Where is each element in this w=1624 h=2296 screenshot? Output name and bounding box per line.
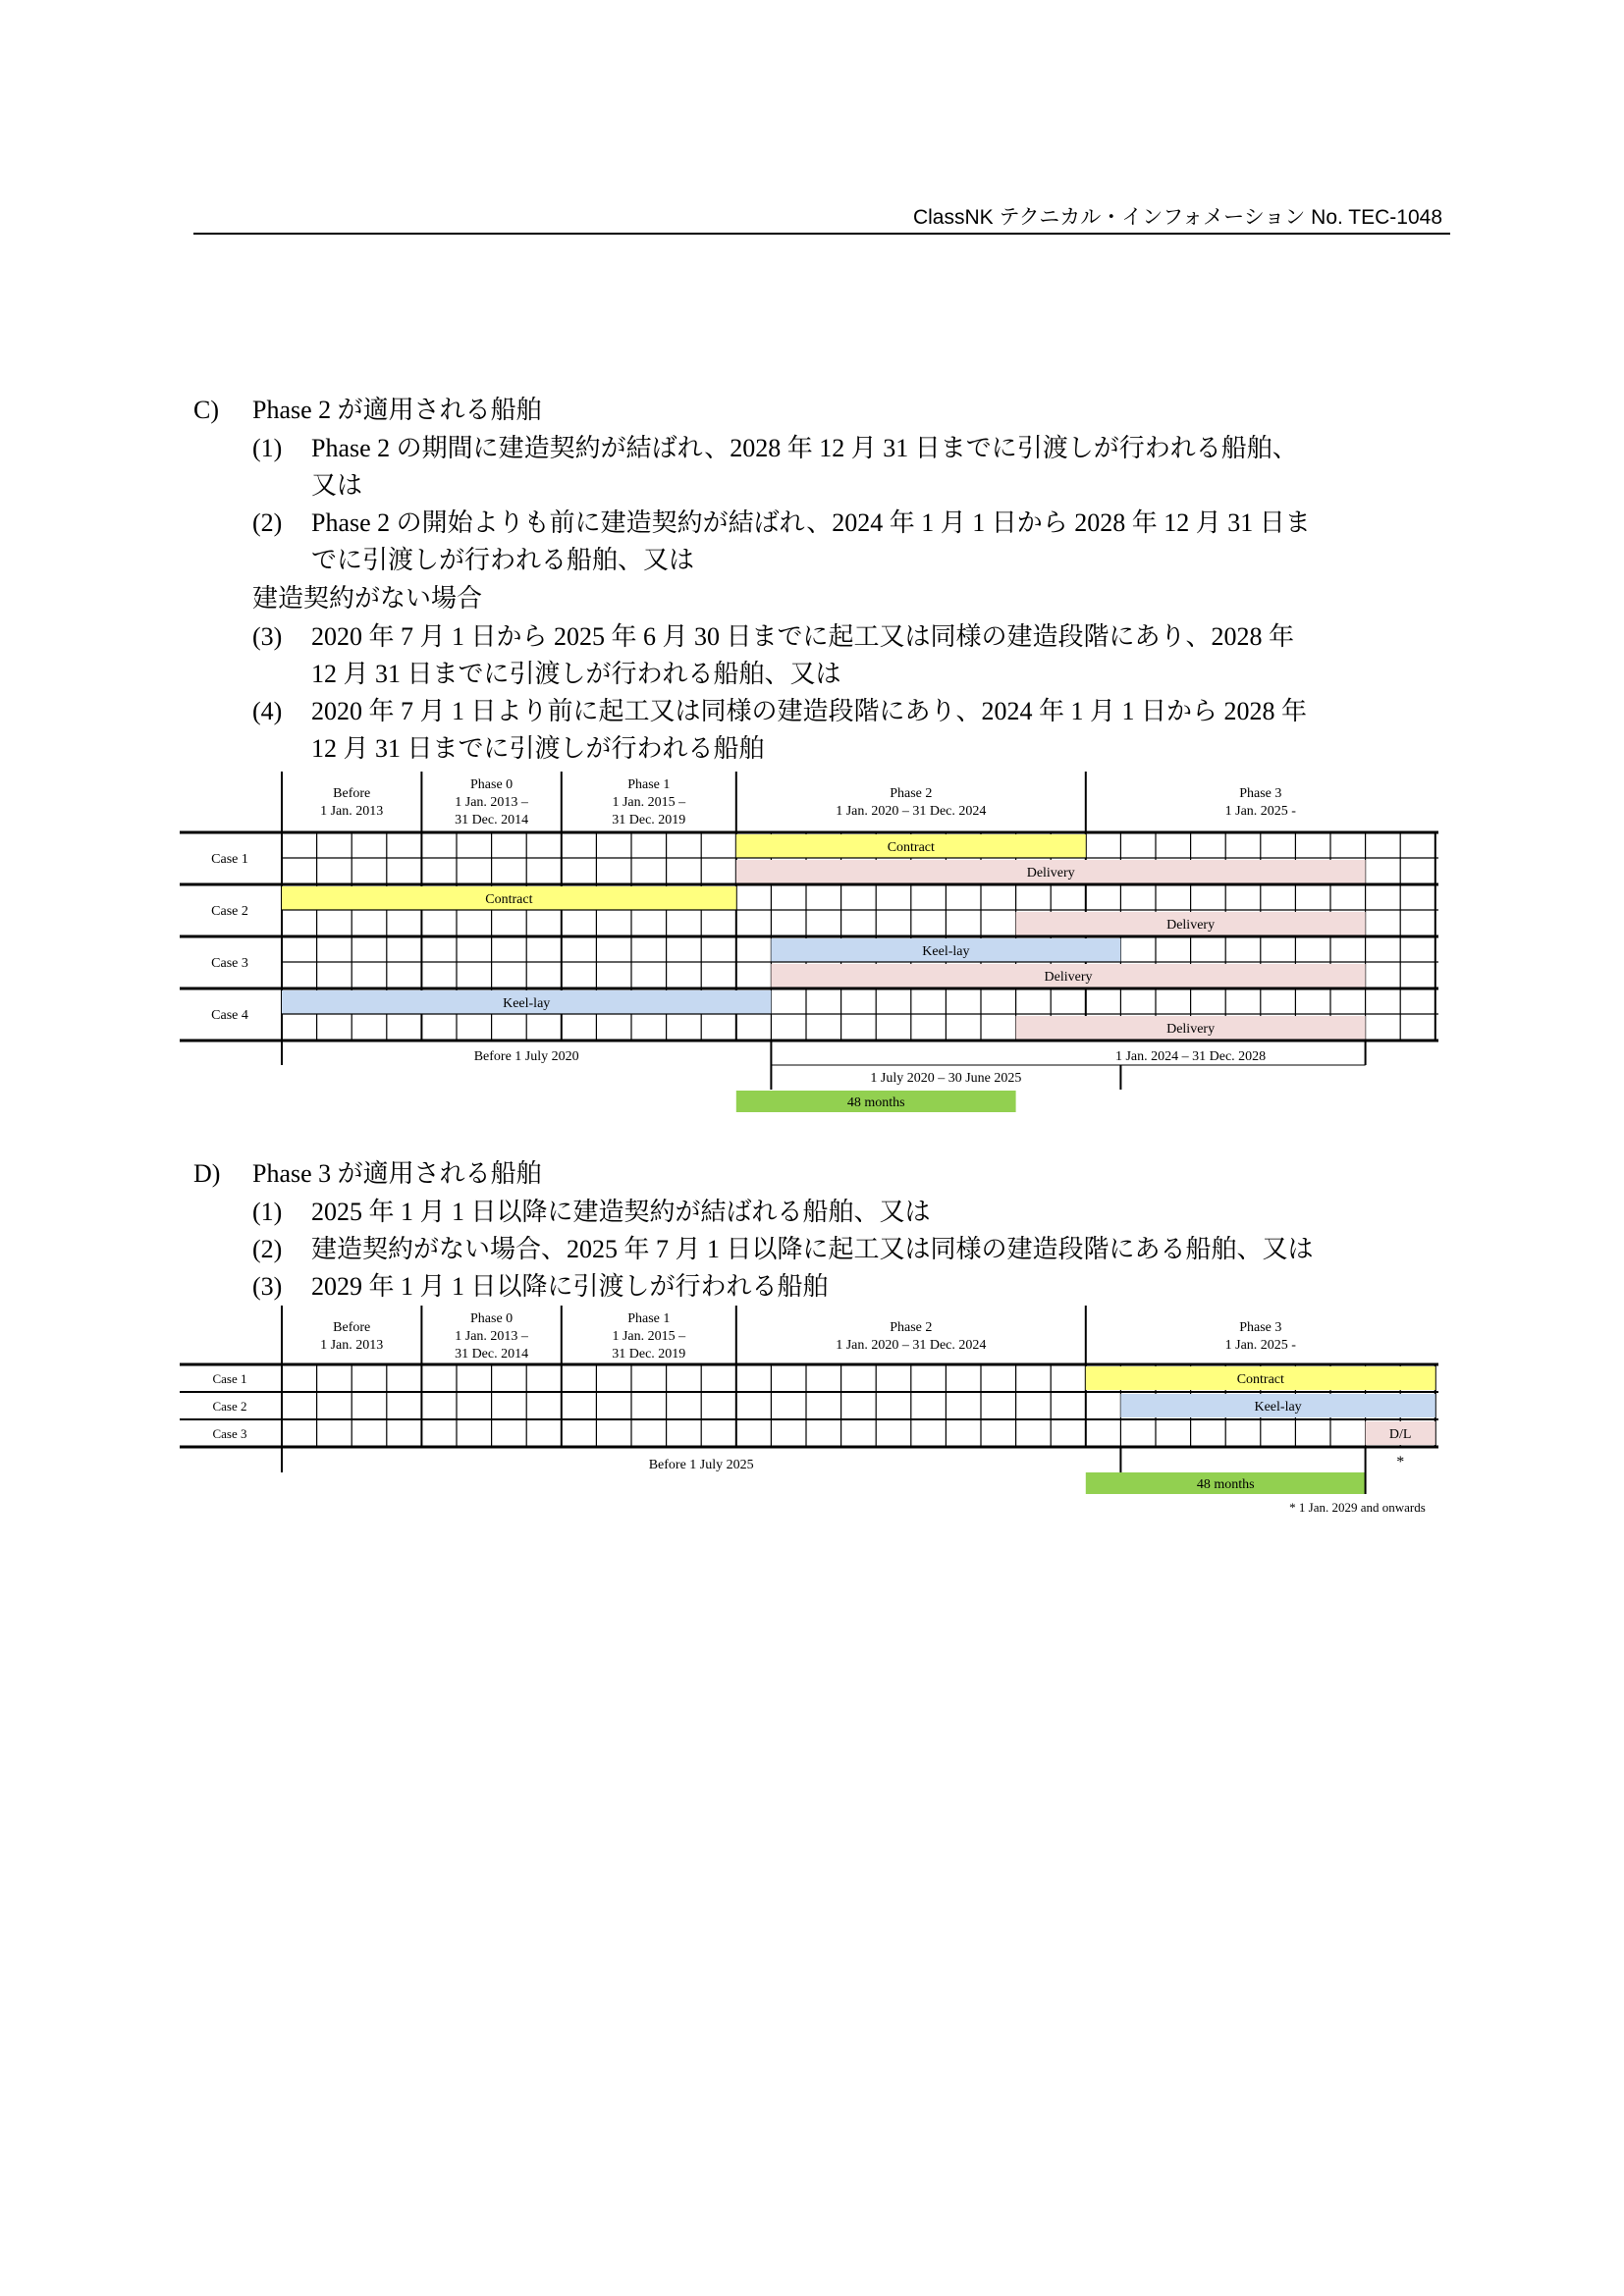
delivery-bar-label: Delivery bbox=[1166, 1022, 1216, 1037]
no-contract-label: 建造契約がない場合 bbox=[252, 584, 483, 613]
item-number: (3) bbox=[252, 622, 283, 651]
phase-header-title: Before bbox=[333, 786, 371, 801]
item-text: でに引渡しが行われる船舶、又は bbox=[311, 546, 695, 574]
dl-bar-label: D/L bbox=[1388, 1427, 1412, 1442]
case-label: Case 2 bbox=[211, 904, 248, 919]
phase-header-range: 1 Jan. 2025 - bbox=[1224, 804, 1296, 819]
section-d-item-2 bbox=[193, 1231, 1460, 1268]
phase-header-title: Phase 2 bbox=[890, 786, 933, 801]
phase-header-range: 1 Jan. 2013 bbox=[320, 1338, 384, 1353]
phase-header-title: Phase 2 bbox=[890, 1320, 933, 1335]
case-label: Case 2 bbox=[212, 1399, 247, 1414]
phase-header-range: 1 Jan. 2013 – bbox=[455, 1329, 528, 1344]
phase-header-title: Before bbox=[333, 1320, 371, 1335]
section-d-item-1 bbox=[193, 1194, 1460, 1231]
phase-header-title: Phase 3 bbox=[1239, 1320, 1282, 1335]
phase-header-range: 1 Jan. 2020 – 31 Dec. 2024 bbox=[836, 804, 987, 819]
phase3-timeline-chart bbox=[0, 1276, 1624, 1531]
phase-header-range: 1 Jan. 2013 – bbox=[455, 795, 528, 810]
header-text: ClassNK テクニカル・インフォメーション No. TEC-1048 bbox=[912, 206, 1442, 229]
phase-header-range: 1 Jan. 2015 – bbox=[612, 1329, 686, 1344]
case-label: Case 3 bbox=[212, 1426, 247, 1441]
case-label: Case 3 bbox=[211, 956, 248, 971]
contract-bar-label: Contract bbox=[1236, 1372, 1284, 1387]
keel-lay-window-label: 1 July 2020 – 30 June 2025 bbox=[870, 1071, 1022, 1086]
asterisk-mark: * bbox=[1396, 1454, 1405, 1470]
keel-lay-bar-label: Keel-lay bbox=[922, 944, 970, 959]
before-date-label: Before 1 July 2020 bbox=[473, 1049, 579, 1064]
item-text: 12 月 31 日までに引渡しが行われる船舶 bbox=[311, 734, 765, 763]
item-text: 建造契約がない場合、2025 年 7 月 1 日以降に起工又は同様の建造段階にある船舶、又は bbox=[311, 1235, 1314, 1263]
phase-header-range: 31 Dec. 2014 bbox=[455, 813, 529, 828]
item-text: 2020 年 7 月 1 日より前に起工又は同様の建造段階にあり、2024 年 1 月 1 日から 2028 年 bbox=[311, 697, 1308, 725]
item-text: 2029 年 1 月 1 日以降に引渡しが行われる船舶 bbox=[311, 1272, 829, 1301]
section-d-label: D) bbox=[193, 1159, 221, 1188]
item-number: (2) bbox=[252, 508, 283, 537]
phase-header-range: 31 Dec. 2019 bbox=[612, 1347, 686, 1362]
delivery-bar-label: Delivery bbox=[1026, 866, 1075, 881]
section-d-title: Phase 3 が適用される船舶 bbox=[252, 1159, 542, 1188]
item-text: 又は bbox=[311, 471, 363, 500]
contract-bar-label: Contract bbox=[485, 892, 533, 907]
before-date-label: Before 1 July 2025 bbox=[648, 1458, 754, 1472]
delivery-window-label: 1 Jan. 2024 – 31 Dec. 2028 bbox=[1114, 1049, 1267, 1064]
case-label: Case 4 bbox=[211, 1008, 248, 1023]
phase-header-title: Phase 3 bbox=[1239, 786, 1282, 801]
phase-header-range: 1 Jan. 2015 – bbox=[612, 795, 686, 810]
item-number: (1) bbox=[252, 434, 283, 462]
section-c-title: Phase 2 が適用される船舶 bbox=[252, 396, 542, 424]
item-number: (4) bbox=[252, 697, 283, 725]
keel-lay-bar-label: Keel-lay bbox=[503, 996, 551, 1011]
item-number: (3) bbox=[252, 1272, 283, 1301]
footnote-text: * 1 Jan. 2029 and onwards bbox=[1289, 1500, 1426, 1515]
section-c-label: C) bbox=[193, 396, 219, 424]
item-text: 2025 年 1 月 1 日以降に建造契約が結ばれる船舶、又は bbox=[311, 1198, 931, 1226]
item-number: (1) bbox=[252, 1198, 283, 1226]
phase-header-title: Phase 0 bbox=[470, 777, 514, 792]
delivery-bar-label: Delivery bbox=[1166, 918, 1216, 933]
item-text: 2020 年 7 月 1 日から 2025 年 6 月 30 日までに起工又は同様の建造段階にあり、2028 年 bbox=[311, 622, 1295, 651]
case-label: Case 1 bbox=[211, 852, 248, 867]
phase-header-range: 1 Jan. 2025 - bbox=[1224, 1338, 1296, 1353]
contract-bar-label: Contract bbox=[887, 840, 935, 855]
phase-header-title: Phase 0 bbox=[470, 1311, 514, 1326]
phase-header-title: Phase 1 bbox=[627, 777, 671, 792]
phase-header-range: 1 Jan. 2013 bbox=[320, 804, 384, 819]
delivery-bar-label: Delivery bbox=[1044, 970, 1093, 985]
keel-lay-bar-label: Keel-lay bbox=[1254, 1400, 1302, 1415]
item-text: Phase 2 の期間に建造契約が結ばれ、2028 年 12 月 31 日までに引渡しが行われる船舶、 bbox=[311, 434, 1298, 462]
section-d-heading bbox=[193, 1154, 1460, 1194]
item-number: (2) bbox=[252, 1235, 283, 1263]
phase-header-range: 1 Jan. 2020 – 31 Dec. 2024 bbox=[836, 1338, 987, 1353]
item-text: 12 月 31 日までに引渡しが行われる船舶、又は bbox=[311, 660, 841, 688]
phase-header-range: 31 Dec. 2014 bbox=[455, 1347, 529, 1362]
item-text: Phase 2 の開始よりも前に建造契約が結ばれ、2024 年 1 月 1 日から 2028 年 12 月 31 日ま bbox=[311, 508, 1311, 537]
months-label: 48 months bbox=[1196, 1477, 1255, 1492]
case-label: Case 1 bbox=[212, 1371, 247, 1386]
phase-header-range: 31 Dec. 2019 bbox=[612, 813, 686, 828]
months-label: 48 months bbox=[846, 1095, 905, 1110]
phase-header-title: Phase 1 bbox=[627, 1311, 671, 1326]
